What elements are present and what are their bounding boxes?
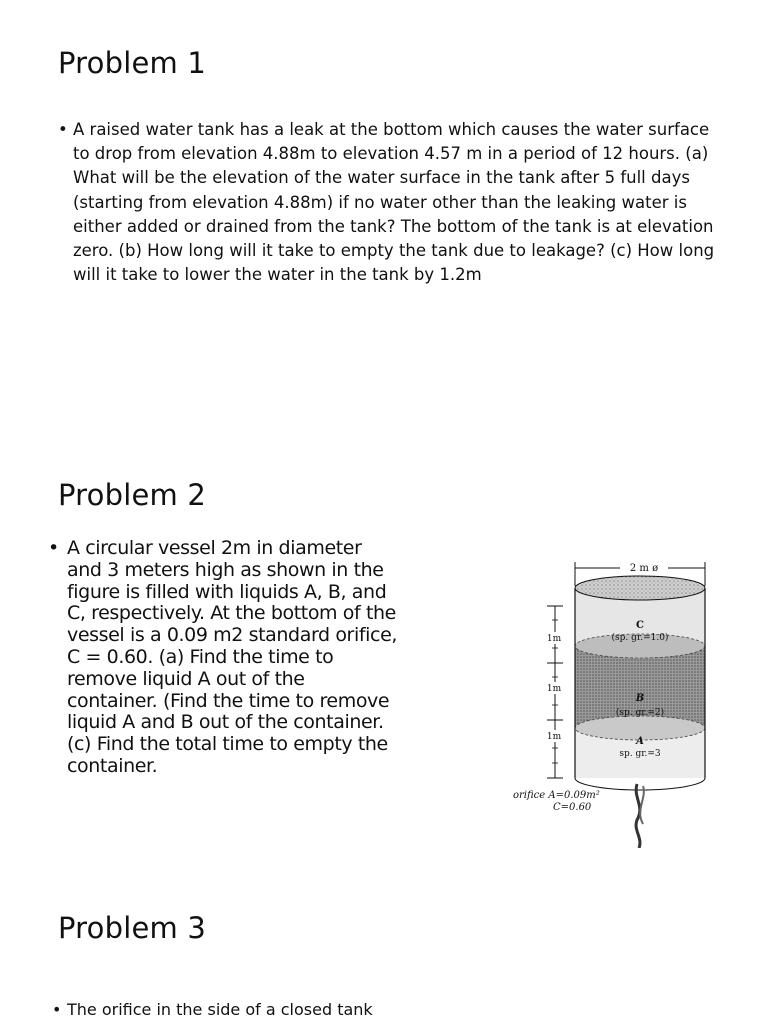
- liquid-a-letter: A: [636, 736, 644, 747]
- problem-2-bullet: [48, 538, 398, 778]
- liquid-c-sg: (sp. gr.=1.0): [611, 633, 669, 643]
- problem-3-heading: Problem 3: [58, 911, 207, 945]
- bullet-marker: •: [52, 1000, 62, 1019]
- coefficient-label: C=0.60: [553, 802, 592, 813]
- orifice-jet: [636, 784, 644, 848]
- problem-3-bullet: [52, 1000, 412, 1020]
- diameter-label: 2 m ø: [629, 563, 659, 574]
- height-dimension: [543, 606, 565, 778]
- problem-1-bullet: [58, 118, 718, 287]
- liquid-b-letter: B: [635, 693, 645, 704]
- problem-3-text: The orifice in the side of a closed tank: [67, 1000, 373, 1019]
- bullet-marker: •: [48, 537, 59, 559]
- liquid-c-letter: C: [636, 620, 644, 631]
- tank-figure: [505, 548, 725, 848]
- problem-2-text: A circular vessel 2m in diameter and 3 meters high as shown in the figure is filled with liquids A, B, and C, respectively. At the bottom of the vessel is a 0.09 m2 standard orifice, C = 0.60. (a) Find the time to remove liquid A out of the container. (Find the time to remove liquid A and B out of the container. (c) Find the total time to empty the container.: [67, 537, 397, 777]
- problem-2-heading: Problem 2: [58, 478, 207, 512]
- orifice-label: orifice A=0.09m²: [513, 790, 600, 801]
- height-label-1: 1m: [546, 634, 562, 644]
- problem-1-heading: Problem 1: [58, 46, 207, 80]
- liquid-a-sg: sp. gr.=3: [619, 749, 661, 759]
- height-label-3: 1m: [546, 732, 562, 742]
- liquid-b-sg: (sp. gr.=2): [615, 708, 665, 718]
- height-label-2: 1m: [546, 684, 562, 694]
- bullet-marker: •: [58, 120, 68, 139]
- problem-1-text: A raised water tank has a leak at the bottom which causes the water surface to drop from elevation 4.88m to elevation 4.57 m in a period of 12 hours. (a) What will be the elevation of the water surface in the tank after 5 full days (starting from elevation 4.88m) if no water other than the leaking water is either added or drained from the tank? The bottom of the tank is at elevation zero. (b) How long will it take to empty the tank due to leakage? (c) How long will it take to lower the water in the tank by 1.2m: [73, 120, 715, 285]
